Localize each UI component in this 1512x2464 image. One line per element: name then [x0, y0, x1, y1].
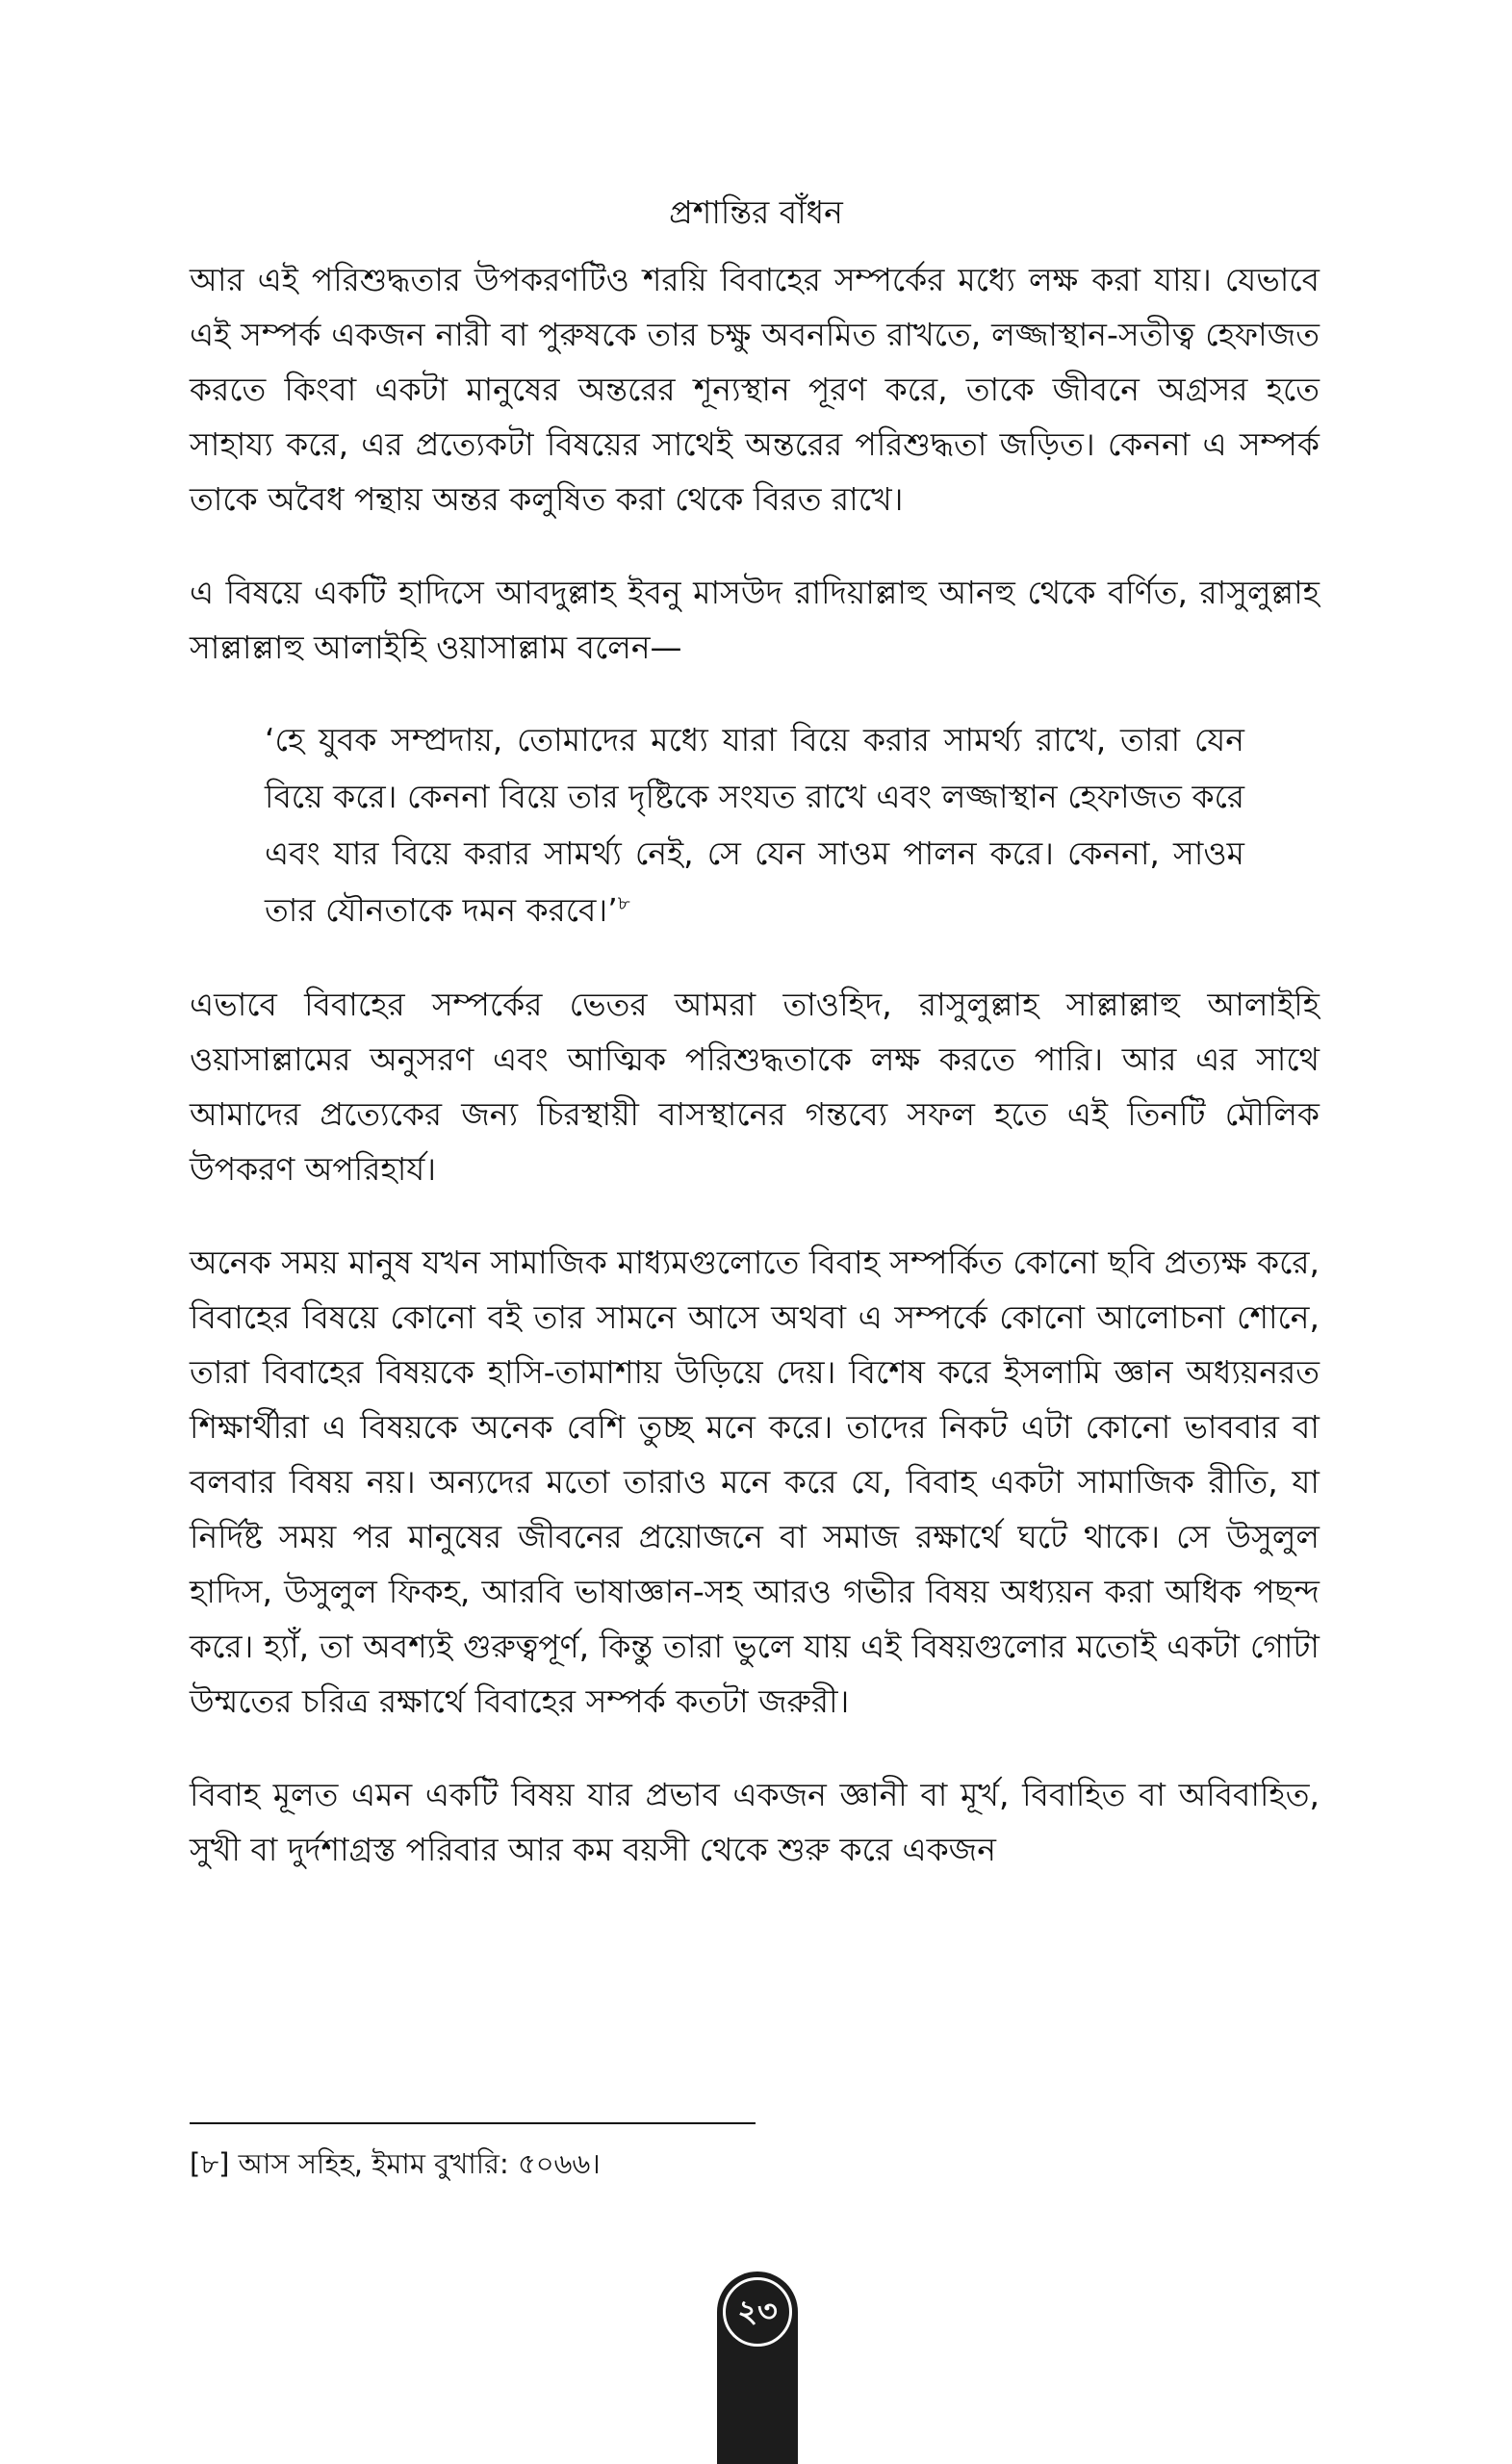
footnote-marker: ৮ [617, 891, 630, 914]
paragraph-three-elements: এভাবে বিবাহের সম্পর্কের ভেতর আমরা তাওহিদ, রাসুলুল্লাহ সাল্লাল্লাহু আলাইহি ওয়াসাল্লামের অনুসরণ এবং আত্মিক পরিশুদ্ধতাকে লক্ষ করতে পারি। আর এর সাথে আমাদের প্রত্যেকের জন্য চিরস্থায়ী বাসস্থানের গন্তব্যে সফল হতে এই তিনটি মৌলিক উপকরণ অপরিহার্য। [190, 986, 1320, 1188]
hadith-quote [265, 711, 1244, 938]
hadith-quote-text: ‘হে যুবক সম্প্রদায়, তোমাদের মধ্যে যারা বিয়ে করার সামর্থ্য রাখে, তারা যেন বিয়ে করে। কেননা বিয়ে তার দৃষ্টিকে সংযত রাখে এবং লজ্জাস্থান হেফাজত করে এবং যার বিয়ে করার সামর্থ্য নেই, সে যেন সাওম পালন করে। কেননা, সাওম তার যৌনতাকে দমন করবে।’ [265, 721, 1244, 929]
running-title: প্রশান্তির বাঁধন [669, 193, 843, 231]
paragraph-purity: আর এই পরিশুদ্ধতার উপকরণটিও শরয়ি বিবাহের সম্পর্কের মধ্যে লক্ষ করা যায়। যেভাবে এই সম্পর্ক একজন নারী বা পুরুষকে তার চক্ষু অবনমিত রাখতে, লজ্জাস্থান-সতীত্ব হেফাজত করতে কিংবা একটা মানুষের অন্তরের শূন্যস্থান পূরণ করে, তাকে জীবনে অগ্রসর হতে সাহায্য করে, এর প্রত্যেকটা বিষয়ের সাথেই অন্তরের পরিশুদ্ধতা জড়িত। কেননা এ সম্পর্ক তাকে অবৈধ পন্থায় অন্তর কলুষিত করা থেকে বিরত রাখে। [190, 261, 1320, 518]
page-number: ২৩ [723, 2277, 792, 2347]
paragraph-marriage-impact: বিবাহ মূলত এমন একটি বিষয় যার প্রভাব একজন জ্ঞানী বা মূর্খ, বিবাহিত বা অবিবাহিত, সুখী বা দুর্দশাগ্রস্ত পরিবার আর কম বয়সী থেকে শুরু করে একজন [190, 1776, 1320, 1868]
paragraph-hadith-intro: এ বিষয়ে একটি হাদিসে আবদুল্লাহ ইবনু মাসউদ রাদিয়াল্লাহু আনহু থেকে বর্ণিত, রাসুলুল্লাহ সাল্লাল্লাহু আলাইহি ওয়াসাল্লাম বলেন— [190, 574, 1320, 666]
paragraph-social-media: অনেক সময় মানুষ যখন সামাজিক মাধ্যমগুলোতে বিবাহ সম্পর্কিত কোনো ছবি প্রত্যক্ষ করে, বিবাহের বিষয়ে কোনো বই তার সামনে আসে অথবা এ সম্পর্কে কোনো আলোচনা শোনে, তারা বিবাহের বিষয়কে হাসি-তামাশায় উড়িয়ে দেয়। বিশেষ করে ইসলামি জ্ঞান অধ্যয়নরত শিক্ষার্থীরা এ বিষয়কে অনেক বেশি তুচ্ছ মনে করে। তাদের নিকট এটা কোনো ভাববার বা বলবার বিষয় নয়। অন্যদের মতো তারাও মনে করে যে, বিবাহ একটা সামাজিক রীতি, যা নির্দিষ্ট সময় পর মানুষের জীবনের প্রয়োজনে বা সমাজ রক্ষার্থে ঘটে থাকে। সে উসুলুল হাদিস, উসুলুল ফিকহ, আরবি ভাষাজ্ঞান-সহ আরও গভীর বিষয় অধ্যয়ন করা অধিক পছন্দ করে। হ্যাঁ, তা অবশ্যই গুরুত্বপূর্ণ, কিন্তু তারা ভুলে যায় এই বিষয়গুলোর মতোই একটা গোটা উম্মতের চরিত্র রক্ষার্থে বিবাহের সম্পর্ক কতটা জরুরী। [190, 1244, 1320, 1720]
footnote-divider [190, 2122, 756, 2124]
main-text [190, 252, 1320, 1877]
footnote: [৮] আস সহিহ, ইমাম বুখারি: ৫০৬৬। [190, 2147, 601, 2180]
